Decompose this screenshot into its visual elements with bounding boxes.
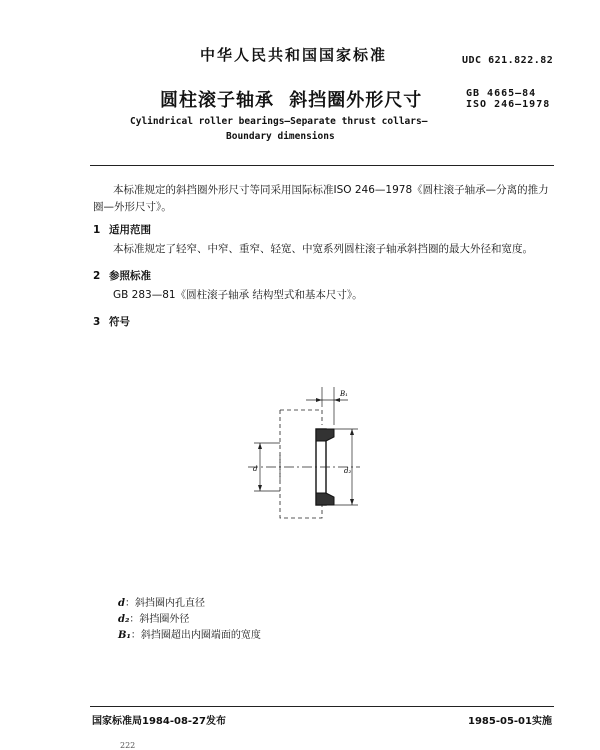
- section-2-text: GB 283—81《圆柱滚子轴承 结构型式和基本尺寸》。: [113, 289, 363, 301]
- page-number: 222: [120, 741, 136, 750]
- title-english-line1: Cylindrical roller bearings—Separate thrust collars—: [130, 116, 428, 127]
- section-2-number: 2: [93, 270, 101, 282]
- title-chinese: 圆柱滚子轴承 斜挡圈外形尺寸: [160, 90, 423, 111]
- collar-flange-top: [316, 429, 334, 441]
- b1-arrow-right: [334, 398, 340, 402]
- section-2-heading: [93, 268, 151, 283]
- symbol-row-b1: [118, 628, 261, 644]
- symbol-d: d: [118, 598, 125, 609]
- symbol-b1: B₁: [118, 630, 131, 641]
- symbol-row-d2: [118, 612, 189, 628]
- iso-standard-code: ISO 246—1978: [466, 99, 551, 110]
- section-1-number: 1: [93, 224, 101, 236]
- title-english-line2: Boundary dimensions: [226, 131, 335, 142]
- udc-code: UDC 621.822.82: [462, 55, 554, 66]
- symbol-row-d: [118, 596, 205, 612]
- issue-date: 国家标准局1984-08-27发布: [92, 716, 226, 727]
- symbol-b1-sep: ：: [130, 630, 141, 641]
- d-arrow-bottom: [258, 485, 262, 491]
- symbol-b1-desc: 斜挡圈超出内圈端面的宽度: [140, 630, 261, 641]
- section-1-heading: [93, 222, 151, 237]
- d2-arrow-bottom: [350, 499, 354, 505]
- b1-arrow-left: [316, 398, 322, 402]
- section-1-text: 本标准规定了轻窄、中窄、重窄、轻宽、中宽系列圆柱滚子轴承斜挡圈的最大外径和宽度。: [113, 243, 533, 255]
- intro-line1: 本标准规定的斜挡圈外形尺寸等同采用国际标准ISO 246—1978《圆柱滚子轴承—分离的推力: [113, 184, 549, 196]
- section-3-heading: [93, 314, 130, 329]
- d2-arrow-top: [350, 429, 354, 435]
- section-3-number: 3: [93, 316, 101, 328]
- section-3-title: 符号: [109, 316, 130, 328]
- symbol-d-sep: ：: [125, 598, 135, 609]
- symbol-d2: d₂: [118, 614, 130, 625]
- header-divider: [90, 165, 554, 166]
- collar-flange-bottom: [316, 493, 334, 505]
- inner-ring-outline-top: [280, 410, 322, 425]
- d-arrow-top: [258, 443, 262, 449]
- thrust-collar-drawing: [240, 385, 370, 530]
- footer-divider: [90, 706, 554, 707]
- label-d: d: [253, 465, 258, 473]
- intro-line2: 圈—外形尺寸》。: [93, 201, 172, 213]
- label-b1: B₁: [340, 390, 348, 398]
- label-d2: d₂: [344, 467, 352, 475]
- symbol-d-desc: 斜挡圈内孔直径: [135, 598, 205, 609]
- section-2-title: 参照标准: [109, 270, 151, 282]
- symbol-d2-desc: 斜挡圈外径: [139, 614, 190, 625]
- section-1-title: 适用范围: [109, 224, 151, 236]
- gb-standard-code: GB 4665—84: [466, 88, 537, 99]
- implementation-date: 1985-05-01实施: [468, 716, 552, 727]
- national-standard-heading: 中华人民共和国国家标准: [200, 46, 388, 64]
- symbol-d2-sep: ：: [129, 614, 140, 625]
